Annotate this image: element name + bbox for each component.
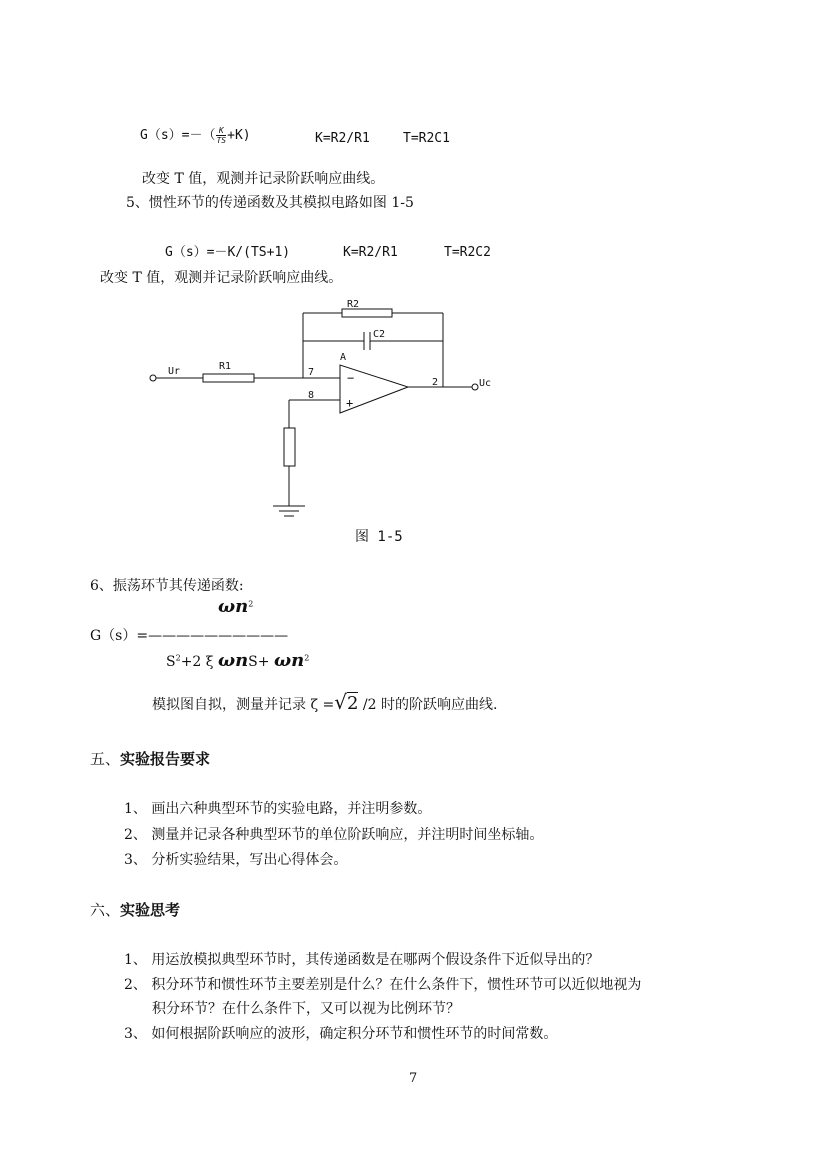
section-5-heading [90,752,210,767]
section-6-item-2-cont: 积分环节？在什么条件下，又可以视为比例环节？ [152,1001,460,1017]
formula-integral-t-def: T=R2C1 [403,131,450,146]
terminal-ur [150,375,156,381]
fraction-denominator: TS [216,136,227,145]
label-pin-2: 2 [432,377,439,388]
paragraph-item-6: 6、振荡环节其传递函数: [90,578,244,594]
formula-rest: +K) [227,128,251,143]
den-s-exp: 2 [175,653,181,663]
omega-symbol: ω [217,650,236,671]
formula-integral [140,126,251,145]
paragraph-change-t-2: 改变 T 值，观测并记录阶跃响应曲线。 [100,270,343,286]
section-6-item-2: 2、 积分环节和惯性环节主要差别是什么？在什么条件下，惯性环节可以近似地视为 [124,977,642,993]
formula-oscillation-denominator [166,652,309,670]
paragraph-simulate [152,692,497,713]
formula-inertia: G（s）=－K/(TS+1) [165,245,291,260]
label-c2: C2 [373,329,386,340]
formula-oscillation-numerator [218,598,253,616]
section-5-item-1: 1、 画出六种典型环节的实验电路，并注明参数。 [124,801,432,817]
label-amp: A [340,352,347,363]
label-ur: Ur [168,366,181,377]
simulate-text-after: /2 时的阶跃响应曲线. [358,697,498,713]
label-minus: − [347,371,355,385]
formula-integral-k-def: K=R2/R1 [315,131,370,146]
simulate-text-before: 模拟图自拟，测量并记录 ζ = [152,697,335,713]
label-pin-7: 7 [308,367,315,378]
formula-inertia-k-def: K=R2/R1 [343,245,398,260]
resistor-r2 [342,309,392,317]
section-6-item-1: 1、 用运放模拟典型环节时，其传递函数是在哪两个假设条件下近似导出的？ [124,952,600,968]
subscript-n: n [291,650,305,671]
section-5-number: 五、 [90,750,121,768]
fraction-numerator: K [216,126,226,136]
den-mid: +2 ξ [180,654,218,670]
resistor-ground [284,428,295,466]
section-6-item-3: 3、 如何根据阶跃响应的波形，确定积分环节和惯性环节的时间常数。 [124,1026,558,1042]
label-plus: + [346,396,354,410]
terminal-uc [472,384,478,390]
label-uc: Uc [479,378,492,389]
label-r2: R2 [347,299,360,310]
label-r1: R1 [219,361,232,372]
exponent: 2 [304,653,310,663]
subscript-n: n [235,596,249,617]
section-6-title: 实验思考 [120,901,181,919]
figure-caption: 图 1-5 [355,529,403,545]
sqrt-icon: √ [334,690,347,714]
label-pin-8: 8 [308,390,315,401]
paragraph-change-t-1: 改变 T 值，观测并记录阶跃响应曲线。 [142,171,385,187]
den-s2: S+ [248,654,274,670]
formula-inertia-t-def: T=R2C2 [444,245,491,260]
paragraph-item-5: 5、惯性环节的传递函数及其模拟电路如图 1-5 [126,195,414,211]
omega-symbol: ω [273,650,292,671]
section-5-item-2: 2、 测量并记录各种典型环节的单位阶跃响应，并注明时间坐标轴。 [124,827,544,843]
formula-oscillation-lhs: G（s）=—————————— [90,628,289,644]
den-s: S [166,654,176,670]
op-amp-triangle [340,365,408,413]
section-5-item-3: 3、 分析实验结果，写出心得体会。 [124,852,348,868]
omega-symbol: ω [218,596,236,617]
formula-lhs: G（s）=－（ [140,128,216,143]
resistor-r1 [203,374,254,382]
page-number: 7 [409,1071,418,1086]
exponent: 2 [248,599,254,609]
fraction-k-over-ts [216,126,226,145]
sqrt-radicand: 2 [346,693,359,714]
section-5-title: 实验报告要求 [120,750,211,768]
section-6-heading [90,903,180,918]
section-6-number: 六、 [90,901,121,919]
subscript-n: n [235,650,249,671]
